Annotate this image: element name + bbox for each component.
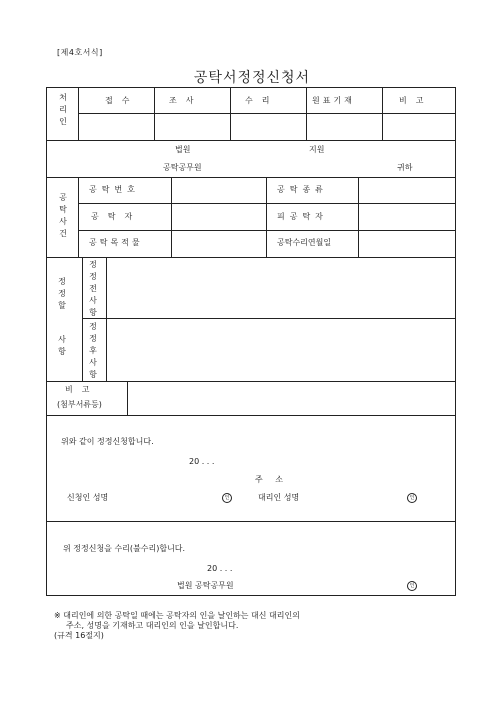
deposit-type-label: 공탁종류 bbox=[277, 185, 328, 194]
footnote-line-2: 주소, 성명을 기재하고 대리인의 인을 날인합니다. bbox=[66, 621, 239, 630]
col-receipt: 접수 bbox=[105, 96, 139, 105]
col-original-entry: 원표기재 bbox=[312, 96, 355, 105]
approval-date: 20 . . . bbox=[207, 564, 233, 573]
remarks-label: 비고 bbox=[65, 385, 99, 394]
applicant-seal-icon: 인 bbox=[222, 493, 232, 503]
court-label: 법원 bbox=[175, 145, 191, 154]
col-investigation: 조사 bbox=[169, 96, 203, 105]
before-correction-label: 정정전사항 bbox=[89, 260, 97, 317]
footnote bbox=[54, 611, 454, 641]
col-remarks: 비고 bbox=[399, 96, 433, 105]
processing-label: 처리인 bbox=[59, 93, 67, 126]
remarks-sub-label: (첨부서류등) bbox=[57, 400, 102, 409]
depositee-label: 피공탁자 bbox=[277, 212, 328, 221]
address-label: 주 소 bbox=[255, 475, 288, 484]
official-seal-icon: 인 bbox=[407, 581, 417, 591]
agent-seal-icon: 인 bbox=[407, 493, 417, 503]
deposit-accept-date-label: 공탁수리연월일 bbox=[277, 238, 332, 247]
correction-label-bottom: 사항 bbox=[58, 335, 66, 356]
deposit-case-label: 공탁사건 bbox=[59, 193, 67, 238]
approval-statement: 위 정정신청을 수리(불수리)합니다. bbox=[63, 544, 186, 553]
footnote-line-1: ※ 대리인에 의한 공탁일 때에는 공탁자의 인을 날인하는 대신 대리인의 bbox=[54, 611, 300, 620]
paper-size-note: (규격 16절지) bbox=[54, 631, 104, 640]
applicant-name-label: 신청인 성명 bbox=[67, 493, 109, 502]
form-number: [제4호서식] bbox=[57, 48, 103, 57]
form-frame bbox=[46, 87, 456, 596]
correction-label-top: 정정할 bbox=[58, 277, 66, 310]
depositor-label: 공탁자 bbox=[91, 212, 142, 221]
application-statement: 위와 같이 정정신청합니다. bbox=[61, 437, 154, 446]
agent-name-label: 대리인 성명 bbox=[258, 493, 300, 502]
addressee-label: 귀하 bbox=[397, 163, 413, 172]
branch-label: 지원 bbox=[309, 145, 325, 154]
approval-official-label: 법원 공탁공무원 bbox=[177, 581, 234, 590]
page-title: 공탁서정정신청서 bbox=[193, 70, 311, 86]
col-acceptance: 수리 bbox=[245, 96, 279, 105]
after-correction-label: 정정후사항 bbox=[89, 322, 97, 379]
deposit-object-label: 공탁목적물 bbox=[89, 238, 143, 247]
application-date: 20 . . . bbox=[189, 457, 215, 466]
deposit-number-label: 공탁번호 bbox=[89, 185, 140, 194]
official-label: 공탁공무원 bbox=[163, 163, 202, 172]
